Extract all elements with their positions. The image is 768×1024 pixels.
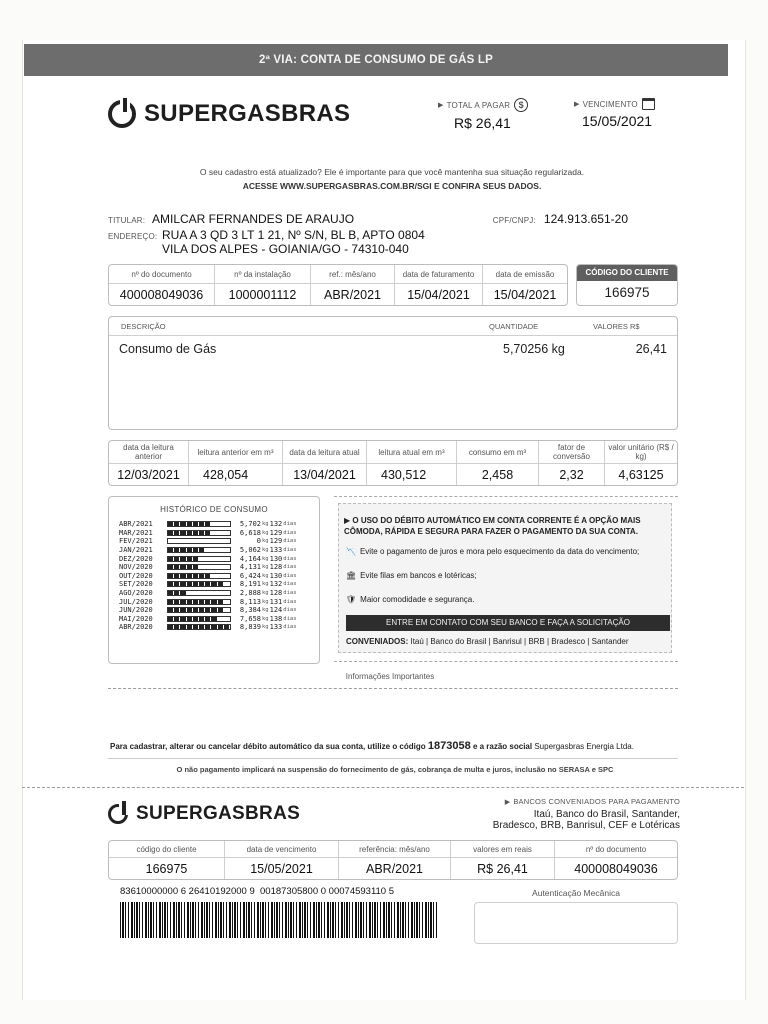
- history-days-unit: dias: [283, 607, 297, 614]
- history-bar-segment: [224, 522, 230, 526]
- doc-number: 400008049036: [119, 288, 204, 302]
- triangle-icon: ▶: [504, 799, 511, 806]
- history-kg-unit: kg: [262, 615, 269, 622]
- history-kg: 7,658: [239, 614, 261, 623]
- history-kg: 8,839: [239, 623, 261, 632]
- due-label: VENCIMENTO: [582, 99, 638, 109]
- divider: [108, 758, 678, 759]
- history-row: [119, 537, 319, 546]
- history-bar-segment: [224, 582, 230, 586]
- history-row: [119, 606, 319, 615]
- history-month: FEV/2021: [119, 537, 153, 546]
- history-month: OUT/2020: [119, 571, 153, 580]
- ref-header: ref.: mês/ano: [311, 265, 394, 284]
- qty-header: QUANTIDADE: [489, 321, 539, 331]
- history-kg-unit: kg: [262, 590, 269, 597]
- history-kg: 0: [256, 537, 261, 546]
- due-date: [574, 98, 655, 129]
- history-days: 138: [269, 614, 283, 623]
- history-kg-unit: kg: [262, 555, 269, 562]
- flame-logo-icon: [108, 100, 136, 128]
- history-days: 132: [269, 520, 283, 529]
- history-kg-unit: kg: [262, 607, 269, 614]
- unit-price: 4,63125: [618, 468, 664, 482]
- customer-info: [108, 212, 628, 256]
- history-days-unit: dias: [283, 547, 297, 554]
- notice-line-2: ACESSE WWW.SUPERGASBRAS.COM.BR/SGI E CONFIRA SEUS DADOS.: [242, 181, 542, 191]
- stub-brand-name: SUPERGASBRAS: [136, 803, 301, 824]
- triangle-icon: ▶: [344, 516, 353, 525]
- flame-logo-icon: [108, 804, 128, 824]
- history-month: MAI/2020: [119, 614, 153, 623]
- history-bar-segment: [224, 617, 230, 621]
- promo-bullet-1: 📉 Evite o pagamento de juros e mora pelo esquecimento da data do vencimento;: [346, 547, 640, 556]
- history-bar-segment: [224, 565, 230, 569]
- desc-header: DESCRIÇÃO: [121, 321, 166, 331]
- stub-doc-header: nº do documento: [555, 841, 677, 858]
- stub-table: [108, 840, 678, 880]
- emission-date: 15/04/2021: [493, 288, 557, 302]
- history-row: [119, 597, 319, 606]
- history-days-unit: dias: [283, 581, 297, 588]
- chart-down-icon: 📉: [346, 547, 356, 556]
- promo-bullet-2: 🏛 Evite filas em bancos e lotéricas;: [346, 571, 477, 580]
- installation-header: nº da instalação: [215, 265, 310, 284]
- history-row: [119, 563, 319, 572]
- debit-instructions: [110, 740, 690, 752]
- address-label: ENDEREÇO:: [108, 232, 158, 241]
- history-row: [119, 529, 319, 538]
- stub-client-header: código do cliente: [109, 841, 224, 858]
- item-qty: 5,70256 kg: [503, 342, 565, 356]
- titular-name: AMILCAR FERNANDES DE ARAUJO: [152, 212, 355, 226]
- history-days: 132: [269, 580, 283, 589]
- history-bar: [167, 556, 231, 562]
- barcode-number: 83610000000 6 26410192000 9 00187305800 0 00074593110 5: [120, 886, 395, 897]
- consumption: 2,458: [481, 468, 514, 482]
- history-kg-unit: kg: [262, 521, 269, 528]
- history-bar: [167, 616, 231, 622]
- prev-read-date-header: data da leitura anterior: [109, 441, 188, 464]
- history-title: HISTÓRICO DE CONSUMO: [160, 505, 268, 514]
- conveniados: [346, 637, 629, 646]
- shield-icon: 🛡: [346, 595, 357, 604]
- history-kg-unit: kg: [262, 598, 269, 605]
- history-days: 128: [269, 589, 283, 598]
- history-month: DEZ/2020: [119, 554, 153, 563]
- titular-label: TITULAR:: [108, 216, 146, 225]
- history-days-unit: dias: [283, 598, 297, 605]
- client-code-label: CÓDIGO DO CLIENTE: [577, 265, 677, 281]
- history-month: MAR/2021: [119, 528, 153, 537]
- history-bar-segment: [224, 557, 230, 561]
- ref-month: ABR/2021: [324, 288, 381, 302]
- history-month: JUN/2020: [119, 606, 153, 615]
- stub-ref: ABR/2021: [366, 862, 423, 876]
- history-bar-segment: [224, 591, 230, 595]
- history-row: [119, 554, 319, 563]
- history-bar-segment: [224, 600, 230, 604]
- conversion-header: fator de conversão: [539, 441, 604, 464]
- divider: [108, 688, 678, 689]
- history-bar: [167, 607, 231, 613]
- history-kg: 5,702: [239, 520, 261, 529]
- document-table: [108, 264, 568, 306]
- history-bar-segment: [224, 625, 230, 629]
- history-bar-segment: [224, 539, 230, 543]
- stub-value: R$ 26,41: [477, 862, 528, 876]
- stub-banks-label: BANCOS CONVENIADOS PARA PAGAMENTO: [513, 797, 680, 806]
- history-month: AGO/2020: [119, 589, 153, 598]
- history-days-unit: dias: [283, 624, 297, 631]
- history-bar-segment: [224, 574, 230, 578]
- doc-number-header: nº do documento: [109, 265, 214, 284]
- prev-read: 428,054: [203, 468, 249, 482]
- history-days: 129: [269, 537, 283, 546]
- stub-brand-logo: [108, 803, 300, 825]
- stub-ref-header: referência: mês/ano: [339, 841, 450, 858]
- history-bar-segment: [224, 548, 230, 552]
- prev-read-date: 12/03/2021: [117, 468, 180, 482]
- history-days-unit: dias: [283, 572, 297, 579]
- history-bar-segment: [224, 608, 230, 612]
- history-month: ABR/2021: [119, 520, 153, 529]
- cur-read-date-header: data da leitura atual: [283, 441, 366, 464]
- brand-name: SUPERGASBRAS: [144, 100, 351, 127]
- history-days-unit: dias: [283, 521, 297, 528]
- billing-date: 15/04/2021: [407, 288, 470, 302]
- history-bar: [167, 590, 231, 596]
- history-bar-segment: [224, 531, 230, 535]
- history-bar: [167, 624, 231, 630]
- debit-company: Supergasbras Energia Ltda.: [534, 742, 634, 751]
- unit-price-header: valor unitário (R$ / kg): [605, 441, 677, 464]
- history-bar: [167, 521, 231, 527]
- history-kg-unit: kg: [262, 547, 269, 554]
- dollar-icon: $: [514, 98, 528, 112]
- history-days: 130: [269, 554, 283, 563]
- history-kg-unit: kg: [262, 564, 269, 571]
- update-notice: [100, 167, 684, 191]
- history-kg: 5,062: [239, 546, 261, 555]
- val-header: VALORES R$: [593, 321, 640, 331]
- brand-logo: [108, 100, 350, 128]
- warning-text: O não pagamento implicará na suspensão do fornecimento de gás, cobrança de multa e juros, inclusão no SERASA e SPC: [176, 765, 614, 774]
- due-value: 15/05/2021: [582, 113, 653, 129]
- triangle-icon: ▶: [574, 101, 580, 108]
- history-bar: [167, 530, 231, 536]
- triangle-icon: ▶: [438, 102, 444, 109]
- history-days: 124: [269, 606, 283, 615]
- history-days-unit: dias: [283, 529, 297, 536]
- history-bar: [167, 547, 231, 553]
- auto-debit-promo: [334, 496, 678, 662]
- stub-banks-line-1: Itaú, Banco do Brasil, Santander,: [533, 809, 680, 820]
- total-value: R$ 26,41: [454, 115, 511, 131]
- cut-line: [22, 787, 744, 788]
- cur-read: 430,512: [381, 468, 427, 482]
- cpf-label: CPF/CNPJ:: [492, 216, 536, 225]
- history-kg-unit: kg: [262, 529, 269, 536]
- history-days-unit: dias: [283, 564, 297, 571]
- cpf-value: 124.913.651-20: [543, 212, 628, 226]
- history-bar: [167, 564, 231, 570]
- history-month: SET/2020: [119, 580, 153, 589]
- history-days: 130: [269, 571, 283, 580]
- promo-title: ▶ O USO DO DÉBITO AUTOMÁTICO EM CONTA CORRENTE É A OPÇÃO MAIS CÔMODA, RÁPIDA E SEGURA PARA FAZER O PAGAMENTO DA SUA CONTA.: [344, 516, 641, 536]
- promo-bullet-3: 🛡 Maior comodidade e segurança.: [346, 595, 475, 604]
- history-kg: 4,131: [239, 563, 261, 572]
- history-month: JUL/2020: [119, 597, 153, 606]
- billing-date-header: data de faturamento: [395, 265, 482, 284]
- info-label: Informações Importantes: [345, 672, 435, 681]
- client-code-box: [576, 264, 678, 306]
- stub-due-date: 15/05/2021: [250, 862, 313, 876]
- total-to-pay: [438, 98, 528, 131]
- history-kg: 8,191: [239, 580, 261, 589]
- calendar-icon: [642, 98, 655, 110]
- history-days-unit: dias: [283, 555, 297, 562]
- debit-prefix: Para cadastrar, alterar ou cancelar débito automático da sua conta, utilize o código: [110, 742, 426, 751]
- history-bar: [167, 573, 231, 579]
- history-kg: 6,618: [239, 528, 261, 537]
- consumption-header: consumo em m³: [457, 441, 538, 464]
- auth-label: Autenticação Mecânica: [532, 888, 620, 898]
- stub-value-header: valores em reais: [451, 841, 554, 858]
- history-row: [119, 589, 319, 598]
- bank-icon: 🏛: [346, 571, 357, 580]
- cur-read-date: 13/04/2021: [293, 468, 356, 482]
- emission-date-header: data de emissão: [483, 265, 567, 284]
- notice-line-1: O seu cadastro está atualizado? Ele é importante para que você mantenha sua situação regularizada.: [199, 167, 585, 177]
- history-kg: 4,164: [239, 554, 261, 563]
- stub-doc-number: 400008049036: [574, 862, 658, 876]
- stub-banks-line-2: Bradesco, BRB, Banrisul, CEF e Lotéricas: [492, 820, 680, 831]
- history-month: JAN/2021: [119, 546, 153, 555]
- address-line-1: RUA A 3 QD 3 LT 1 21, Nº S/N, BL B, APTO 0804: [162, 228, 425, 242]
- items-box: [108, 316, 678, 430]
- history-days: 129: [269, 528, 283, 537]
- history-days: 133: [269, 546, 283, 555]
- conv-label: CONVENIADOS:: [346, 637, 409, 646]
- conv-banks: Itaú | Banco do Brasil | Banrisul | BRB | Bradesco | Santander: [410, 637, 629, 646]
- history-bar: [167, 538, 231, 544]
- client-code-value: 166975: [604, 285, 650, 300]
- history-kg: 8,384: [239, 606, 261, 615]
- item-desc: Consumo de Gás: [119, 342, 217, 356]
- consumption-history: [108, 496, 320, 664]
- cta-banner: ENTRE EM CONTATO COM SEU BANCO E FAÇA A SOLICITAÇÃO: [346, 615, 670, 631]
- address-line-2: VILA DOS ALPES - GOIANIA/GO - 74310-040: [162, 242, 409, 256]
- item-value: 26,41: [635, 342, 667, 356]
- history-row: [119, 520, 319, 529]
- history-bar: [167, 599, 231, 605]
- history-bar: [167, 581, 231, 587]
- header-bar: 2ª VIA: CONTA DE CONSUMO DE GÁS LP: [24, 44, 728, 76]
- history-row: [119, 572, 319, 581]
- history-month: NOV/2020: [119, 563, 153, 572]
- history-kg: 8,113: [239, 597, 261, 606]
- history-kg-unit: kg: [262, 572, 269, 579]
- history-row: [119, 615, 319, 624]
- history-kg: 6,424: [239, 571, 261, 580]
- item-row: [109, 336, 677, 356]
- stub-banks: [470, 797, 680, 831]
- history-row: [119, 546, 319, 555]
- reading-table: [108, 440, 678, 486]
- auth-box: [474, 902, 678, 944]
- history-days: 133: [269, 623, 283, 632]
- history-days: 131: [269, 597, 283, 606]
- history-kg-unit: kg: [262, 624, 269, 631]
- history-days: 128: [269, 563, 283, 572]
- stub-due-header: data de vencimento: [225, 841, 338, 858]
- history-kg-unit: kg: [262, 581, 269, 588]
- barcode: [120, 902, 438, 938]
- conversion-factor: 2,32: [559, 468, 584, 482]
- prev-read-header: leitura anterior em m³: [189, 441, 282, 464]
- history-row: [119, 580, 319, 589]
- history-days-unit: dias: [283, 538, 297, 545]
- debit-mid: e a razão social: [472, 742, 533, 751]
- history-kg-unit: kg: [262, 538, 269, 545]
- history-days-unit: dias: [283, 615, 297, 622]
- history-kg: 2,888: [239, 589, 261, 598]
- installation-number: 1000001112: [228, 288, 297, 302]
- total-label: TOTAL A PAGAR: [446, 100, 511, 110]
- stub-client-code: 166975: [145, 862, 188, 876]
- debit-code: 1873058: [427, 740, 471, 752]
- history-row: [119, 623, 319, 632]
- cur-read-header: leitura atual em m³: [367, 441, 456, 464]
- history-month: ABR/2020: [119, 623, 153, 632]
- history-days-unit: dias: [283, 590, 297, 597]
